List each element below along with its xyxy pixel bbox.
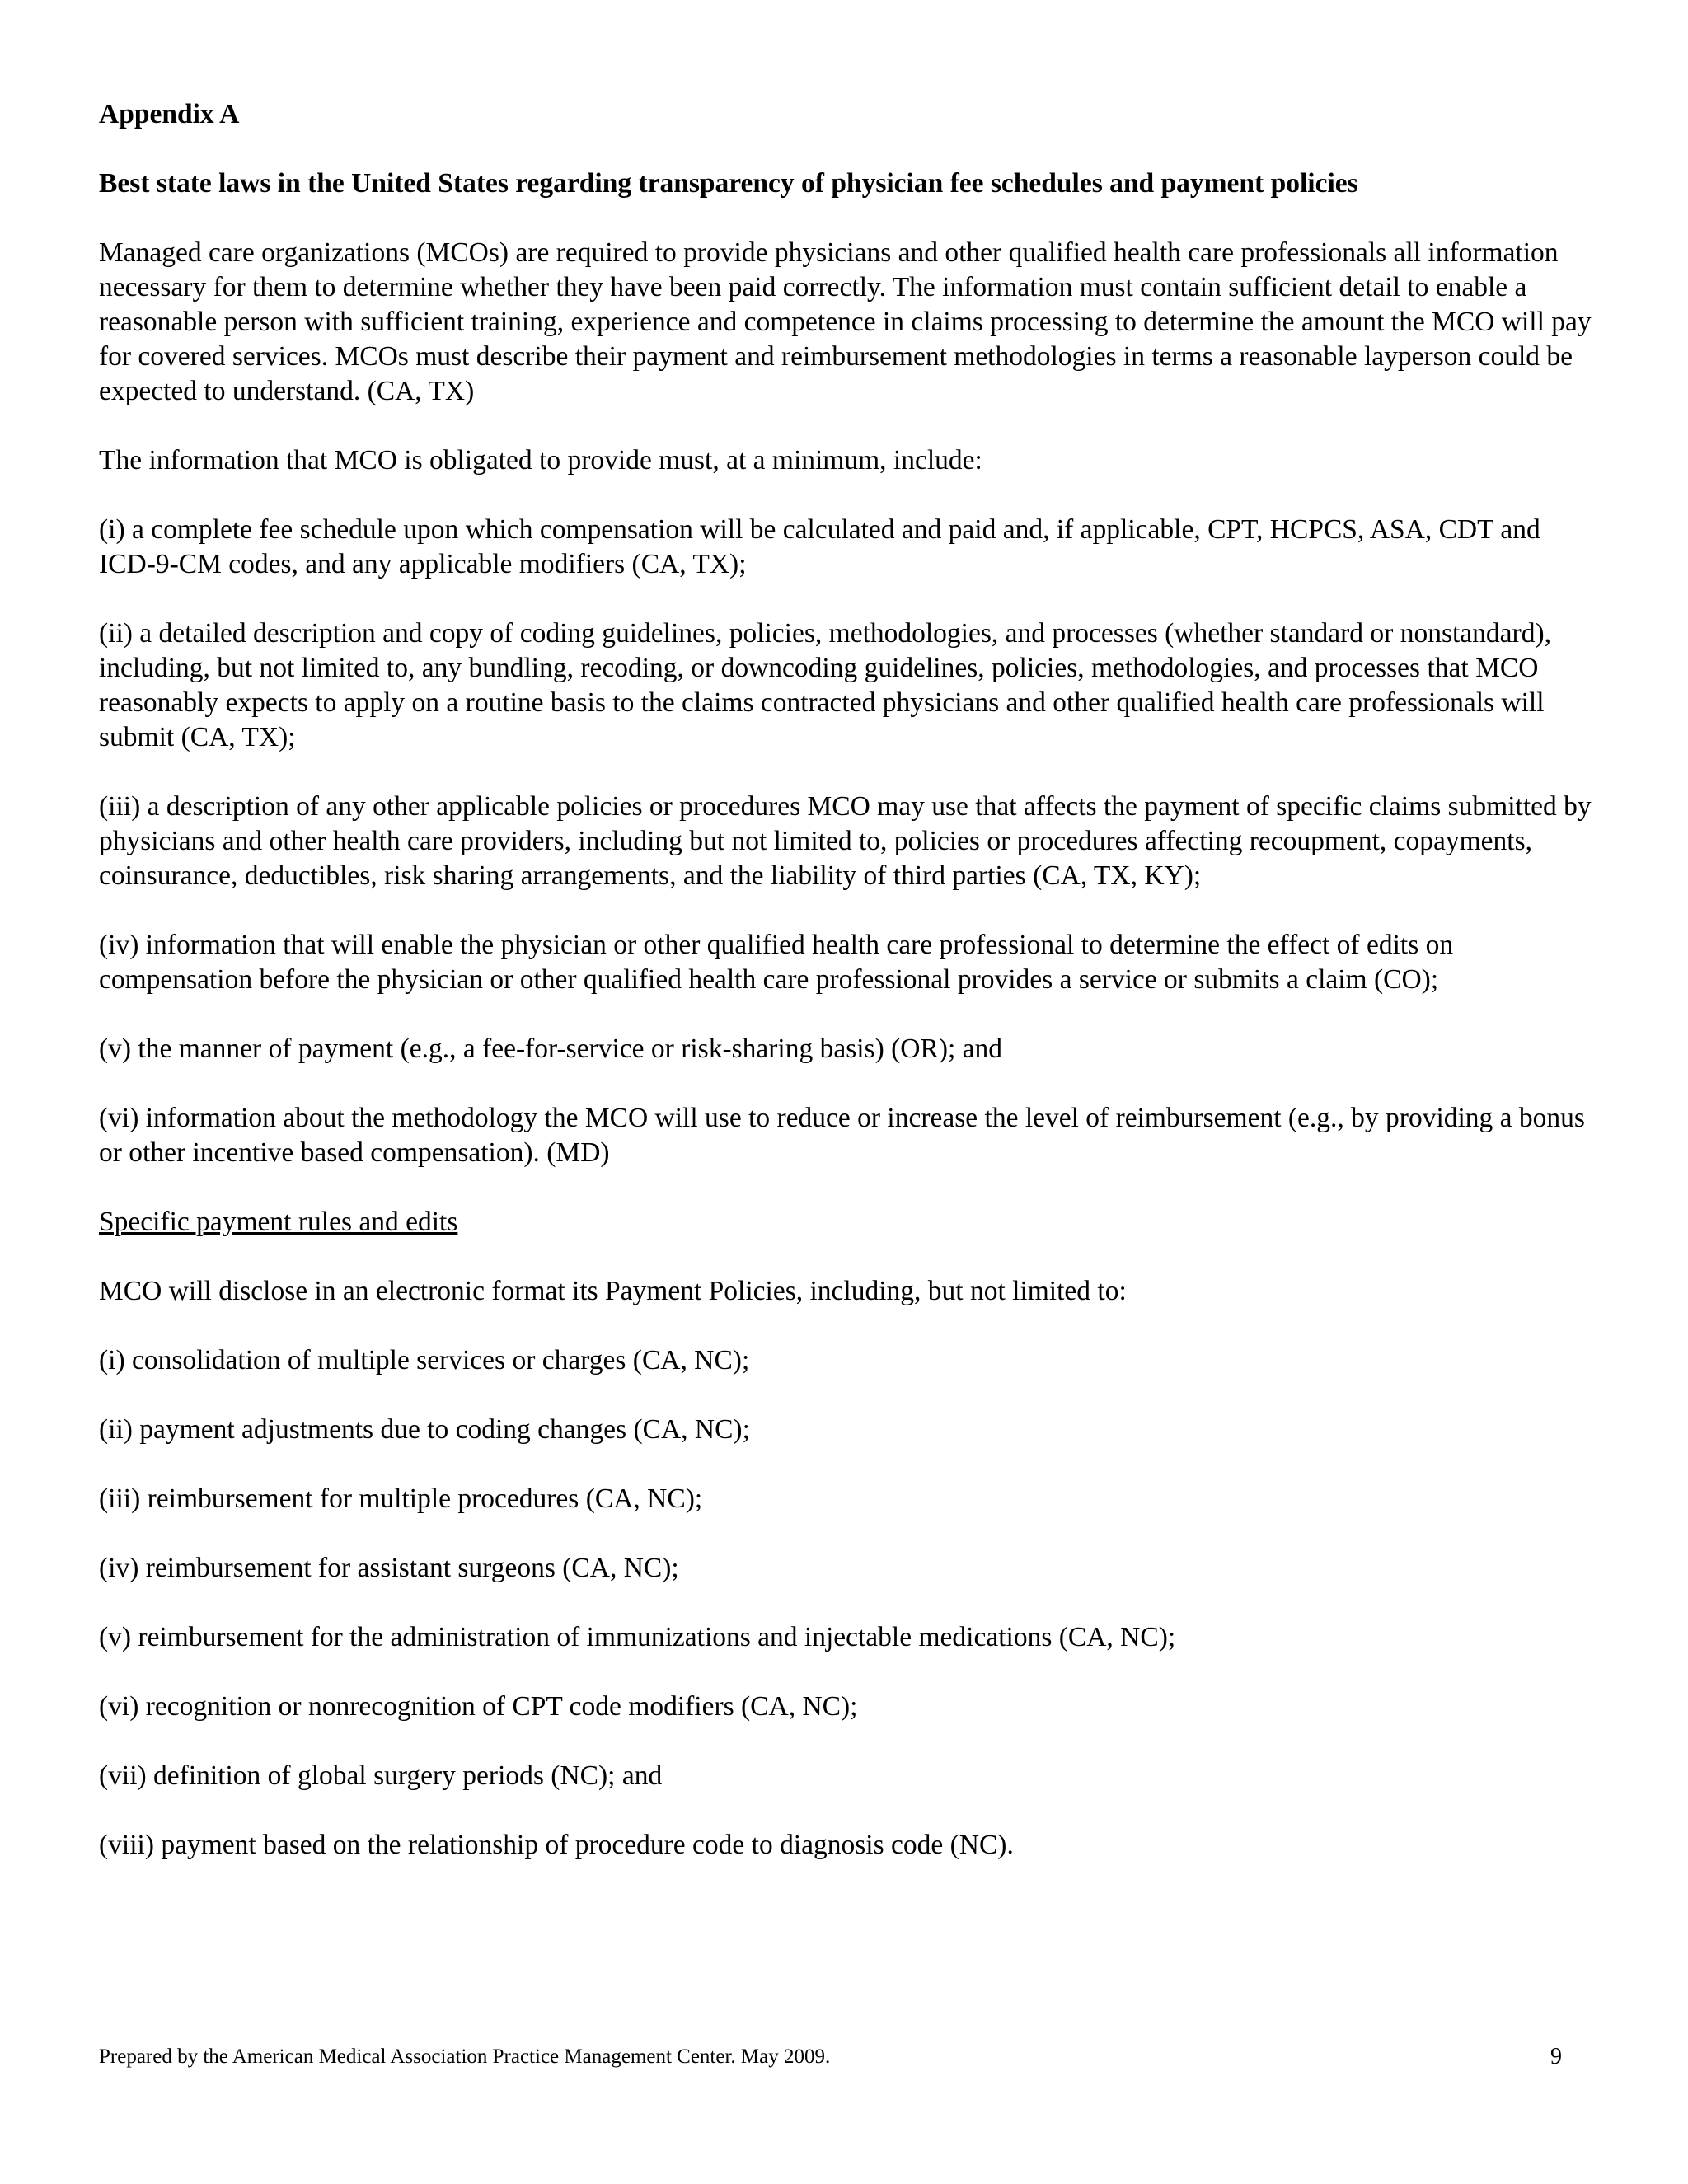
page-number: 9 <box>1550 2044 1562 2069</box>
list-item: (v) reimbursement for the administration of immunizations and injectable medications (CA, NC); <box>99 1622 1176 1652</box>
list-item: (v) the manner of payment (e.g., a fee-for-service or risk-sharing basis) (OR); and <box>99 1033 1003 1064</box>
list-item: (i) consolidation of multiple services or charges (CA, NC); <box>99 1345 750 1376</box>
list-item: (viii) payment based on the relationship of procedure code to diagnosis code (NC). <box>99 1830 1014 1860</box>
disclosure-intro: MCO will disclose in an electronic format its Payment Policies, including, but not limited to: <box>99 1276 1127 1306</box>
payment-policies-list <box>99 1343 1599 1863</box>
list-item: (ii) a detailed description and copy of coding guidelines, policies, methodologies, and processes (whether standard or nonstandard), including, but not limited to, any bundling, recoding, or downcoding guidelines, policies, methodologies, and processes that MCO reasonably expects to apply on a routine basis to the claims contracted physicians and other qualified health care professionals will submit (CA, TX); <box>99 618 1551 752</box>
document-title: Best state laws in the United States regarding transparency of physician fee schedules and payment policies <box>99 168 1358 199</box>
list-item: (iii) a description of any other applicable policies or procedures MCO may use that affects the payment of specific claims submitted by physicians and other health care providers, including but not limited to, policies or procedures affecting recoupment, copayments, coinsurance, deductibles, risk sharing arrangements, and the liability of third parties (CA, TX, KY); <box>99 791 1592 891</box>
intro-paragraph: Managed care organizations (MCOs) are required to provide physicians and other qualified health care professionals all information necessary for them to determine whether they have been paid correctly. The information must contain sufficient detail to enable a reasonable person with sufficient training, experience and competence in claims processing to determine the amount the MCO will pay for covered services. MCOs must describe their payment and reimbursement methodologies in terms a reasonable layperson could be expected to understand. (CA, TX) <box>99 237 1592 406</box>
document-page <box>99 97 1599 1897</box>
list-item: (vii) definition of global surgery periods (NC); and <box>99 1760 663 1791</box>
obligation-intro: The information that MCO is obligated to provide must, at a minimum, include: <box>99 445 982 476</box>
list-item: (vi) recognition or nonrecognition of CPT code modifiers (CA, NC); <box>99 1691 858 1722</box>
section-subheading: Specific payment rules and edits <box>99 1207 458 1237</box>
list-item: (vi) information about the methodology the MCO will use to reduce or increase the level of reimbursement (e.g., by providing a bonus or other incentive based compensation). (MD) <box>99 1103 1585 1168</box>
obligations-list <box>99 513 1599 1170</box>
list-item: (ii) payment adjustments due to coding changes (CA, NC); <box>99 1414 750 1445</box>
appendix-title: Appendix A <box>99 99 240 129</box>
footer-note: Prepared by the American Medical Association Practice Management Center. May 2009. <box>99 2046 831 2068</box>
list-item: (iv) information that will enable the physician or other qualified health care professional to determine the effect of edits on compensation before the physician or other qualified health care professional provides a service or submits a claim (CO); <box>99 930 1454 995</box>
list-item: (iv) reimbursement for assistant surgeons (CA, NC); <box>99 1553 679 1583</box>
list-item: (iii) reimbursement for multiple procedures (CA, NC); <box>99 1483 703 1514</box>
list-item: (i) a complete fee schedule upon which compensation will be calculated and paid and, if applicable, CPT, HCPCS, ASA, CDT and ICD-9-CM codes, and any applicable modifiers (CA, TX); <box>99 514 1540 579</box>
